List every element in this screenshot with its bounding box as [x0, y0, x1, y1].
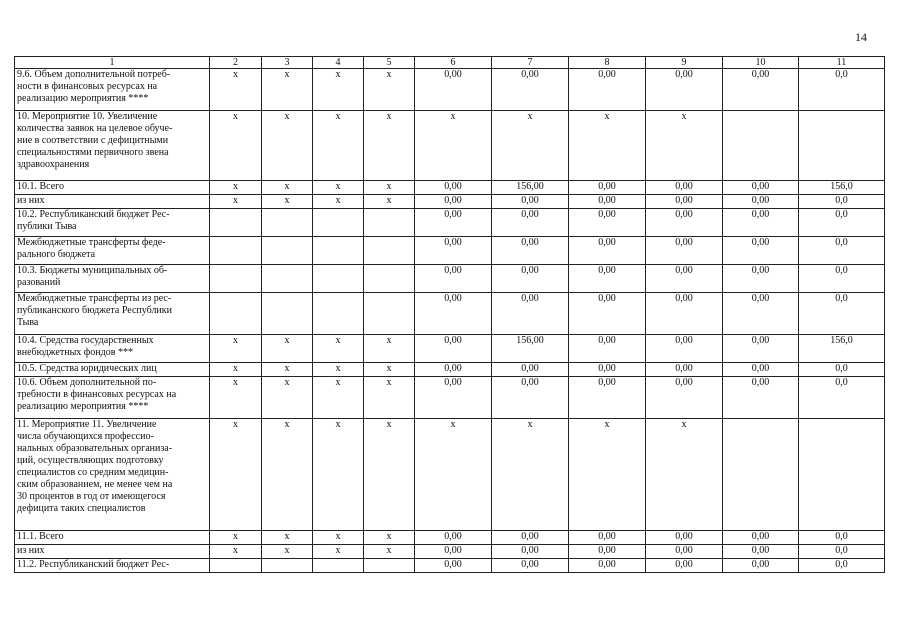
value-cell: x — [492, 111, 569, 181]
value-cell — [313, 265, 364, 293]
value-cell — [364, 209, 415, 237]
value-cell: x — [313, 335, 364, 363]
value-cell: 0,00 — [415, 531, 492, 545]
value-cell: 0,00 — [492, 363, 569, 377]
value-cell: x — [210, 335, 262, 363]
value-cell: 0,0 — [799, 237, 885, 265]
value-cell: 0,0 — [799, 559, 885, 573]
value-cell — [313, 237, 364, 265]
value-cell: x — [262, 181, 313, 195]
value-cell: x — [262, 195, 313, 209]
value-cell: x — [415, 111, 492, 181]
value-cell: 156,00 — [492, 181, 569, 195]
value-cell: 0,00 — [646, 377, 723, 419]
value-cell: x — [262, 545, 313, 559]
value-cell: 0,00 — [646, 69, 723, 111]
value-cell: x — [313, 377, 364, 419]
column-header-10: 10 — [723, 57, 799, 69]
value-cell: 0,00 — [569, 559, 646, 573]
column-header-2: 2 — [210, 57, 262, 69]
table-row — [15, 377, 885, 419]
value-cell — [364, 237, 415, 265]
value-cell: 0,00 — [723, 293, 799, 335]
table-row — [15, 181, 885, 195]
value-cell: 0,00 — [415, 377, 492, 419]
value-cell: 0,00 — [492, 559, 569, 573]
value-cell: x — [313, 363, 364, 377]
value-cell: x — [364, 335, 415, 363]
value-cell: x — [646, 111, 723, 181]
table-row — [15, 419, 885, 531]
table-row — [15, 559, 885, 573]
value-cell — [210, 293, 262, 335]
value-cell: x — [262, 363, 313, 377]
value-cell: x — [210, 545, 262, 559]
value-cell: 0,00 — [415, 181, 492, 195]
value-cell: x — [313, 195, 364, 209]
row-label-cell: из них — [15, 545, 210, 559]
value-cell: x — [210, 181, 262, 195]
value-cell: x — [569, 111, 646, 181]
value-cell — [723, 419, 799, 531]
value-cell: 0,00 — [569, 377, 646, 419]
value-cell: 0,0 — [799, 531, 885, 545]
value-cell: 0,00 — [415, 363, 492, 377]
value-cell: x — [646, 419, 723, 531]
value-cell: x — [262, 69, 313, 111]
value-cell — [210, 209, 262, 237]
value-cell: 0,0 — [799, 265, 885, 293]
value-cell: x — [364, 69, 415, 111]
value-cell: 0,00 — [723, 545, 799, 559]
value-cell: 0,00 — [723, 559, 799, 573]
value-cell: 0,0 — [799, 545, 885, 559]
value-cell: 0,00 — [646, 531, 723, 545]
table-row — [15, 363, 885, 377]
value-cell: x — [313, 111, 364, 181]
table-body — [15, 69, 885, 573]
value-cell: x — [210, 111, 262, 181]
value-cell — [210, 237, 262, 265]
column-header-4: 4 — [313, 57, 364, 69]
table-row — [15, 293, 885, 335]
value-cell: x — [313, 181, 364, 195]
value-cell: 0,00 — [723, 195, 799, 209]
value-cell: 0,00 — [415, 545, 492, 559]
value-cell: x — [492, 419, 569, 531]
value-cell: 0,00 — [646, 545, 723, 559]
value-cell: x — [364, 377, 415, 419]
value-cell — [262, 559, 313, 573]
value-cell: 156,0 — [799, 335, 885, 363]
row-label-cell: 10.2. Республиканский бюджет Рес- публики Тыва — [15, 209, 210, 237]
value-cell: 0,00 — [569, 363, 646, 377]
value-cell: 0,00 — [492, 531, 569, 545]
column-header-1: 1 — [15, 57, 210, 69]
table-row — [15, 531, 885, 545]
value-cell: x — [313, 531, 364, 545]
value-cell: 0,00 — [723, 363, 799, 377]
value-cell: 0,00 — [569, 293, 646, 335]
value-cell: 0,00 — [723, 531, 799, 545]
row-label-cell: 10.4. Средства государственных внебюджетных фондов *** — [15, 335, 210, 363]
value-cell: 0,00 — [569, 195, 646, 209]
row-label-cell: 10.6. Объем дополнительной по- требности в финансовых ресурсах на реализацию мероприятия **** — [15, 377, 210, 419]
value-cell: 0,00 — [415, 559, 492, 573]
table-row — [15, 195, 885, 209]
value-cell: x — [364, 181, 415, 195]
value-cell — [262, 293, 313, 335]
row-label-cell: 9.6. Объем дополнительной потреб- ности в финансовых ресурсах на реализацию мероприятия **** — [15, 69, 210, 111]
row-label-cell: Межбюджетные трансферты феде- рального бюджета — [15, 237, 210, 265]
table-header-row — [15, 57, 885, 69]
row-label-cell: 10. Мероприятие 10. Увеличение количества заявок на целевое обуче- ние в соответствии с дефицитными специальностями первичного звена здравоохранения — [15, 111, 210, 181]
value-cell: 0,00 — [646, 181, 723, 195]
value-cell — [364, 265, 415, 293]
value-cell — [313, 559, 364, 573]
value-cell: 0,00 — [646, 265, 723, 293]
value-cell: 0,00 — [415, 195, 492, 209]
value-cell: 156,00 — [492, 335, 569, 363]
value-cell: 0,00 — [723, 335, 799, 363]
row-label-cell: 10.3. Бюджеты муниципальных об- разований — [15, 265, 210, 293]
value-cell: x — [313, 545, 364, 559]
value-cell: x — [313, 419, 364, 531]
value-cell — [364, 559, 415, 573]
value-cell: x — [364, 545, 415, 559]
value-cell: 0,00 — [569, 531, 646, 545]
value-cell — [313, 209, 364, 237]
value-cell: 0,00 — [569, 265, 646, 293]
value-cell — [262, 237, 313, 265]
value-cell: x — [364, 363, 415, 377]
value-cell: 0,00 — [723, 181, 799, 195]
value-cell: 0,00 — [492, 265, 569, 293]
value-cell — [723, 111, 799, 181]
value-cell: x — [364, 531, 415, 545]
value-cell: 0,0 — [799, 293, 885, 335]
column-header-7: 7 — [492, 57, 569, 69]
value-cell: x — [364, 419, 415, 531]
value-cell: 0,00 — [646, 209, 723, 237]
value-cell: 0,00 — [646, 195, 723, 209]
row-label-cell: Межбюджетные трансферты из рес- публиканского бюджета Республики Тыва — [15, 293, 210, 335]
value-cell: 0,00 — [492, 377, 569, 419]
value-cell: 0,00 — [646, 363, 723, 377]
value-cell: 0,0 — [799, 69, 885, 111]
value-cell: 0,00 — [646, 237, 723, 265]
value-cell: 0,00 — [569, 69, 646, 111]
value-cell: 0,00 — [646, 335, 723, 363]
value-cell: 0,00 — [492, 545, 569, 559]
value-cell — [799, 419, 885, 531]
column-header-9: 9 — [646, 57, 723, 69]
table-row — [15, 237, 885, 265]
value-cell: x — [569, 419, 646, 531]
value-cell: x — [210, 419, 262, 531]
value-cell: 0,00 — [569, 545, 646, 559]
value-cell: 0,00 — [415, 293, 492, 335]
value-cell: x — [262, 111, 313, 181]
column-header-11: 11 — [799, 57, 885, 69]
value-cell: 0,00 — [723, 265, 799, 293]
value-cell: 0,00 — [415, 69, 492, 111]
value-cell — [262, 209, 313, 237]
value-cell: 0,00 — [569, 237, 646, 265]
table-row — [15, 209, 885, 237]
value-cell: 0,00 — [723, 209, 799, 237]
row-label-cell: из них — [15, 195, 210, 209]
value-cell: 0,00 — [415, 265, 492, 293]
row-label-cell: 11. Мероприятие 11. Увеличение числа обучающихся профессио- нальных образовательных организа- ций, осуществляющих подготовку специалистов со средним медицин- ским образованием, не менее чем на 30 процентов в год от имеющегося дефицита таких специалистов — [15, 419, 210, 531]
value-cell: x — [262, 419, 313, 531]
table-row — [15, 111, 885, 181]
value-cell: 0,00 — [415, 209, 492, 237]
value-cell: x — [210, 363, 262, 377]
value-cell: 0,00 — [723, 69, 799, 111]
value-cell: 0,00 — [492, 293, 569, 335]
value-cell: 0,0 — [799, 377, 885, 419]
value-cell — [210, 265, 262, 293]
value-cell: x — [262, 531, 313, 545]
value-cell — [364, 293, 415, 335]
column-header-5: 5 — [364, 57, 415, 69]
value-cell: 0,0 — [799, 363, 885, 377]
value-cell: 0,00 — [415, 237, 492, 265]
column-header-8: 8 — [569, 57, 646, 69]
value-cell: 0,00 — [569, 209, 646, 237]
value-cell: x — [364, 111, 415, 181]
table-row — [15, 69, 885, 111]
value-cell: 0,0 — [799, 195, 885, 209]
value-cell: x — [262, 335, 313, 363]
value-cell: 0,00 — [492, 237, 569, 265]
value-cell: x — [210, 69, 262, 111]
row-label-cell: 10.1. Всего — [15, 181, 210, 195]
value-cell — [262, 265, 313, 293]
value-cell — [313, 293, 364, 335]
page-number: 14 — [855, 30, 867, 44]
column-header-6: 6 — [415, 57, 492, 69]
row-label-cell: 11.1. Всего — [15, 531, 210, 545]
value-cell: x — [210, 531, 262, 545]
value-cell: 0,00 — [492, 195, 569, 209]
value-cell: x — [313, 69, 364, 111]
value-cell: x — [262, 377, 313, 419]
value-cell: 0,00 — [723, 377, 799, 419]
value-cell: 0,00 — [415, 335, 492, 363]
value-cell — [799, 111, 885, 181]
value-cell: 0,00 — [569, 181, 646, 195]
value-cell: x — [210, 377, 262, 419]
value-cell: 0,00 — [569, 335, 646, 363]
value-cell: 0,00 — [646, 559, 723, 573]
value-cell: 0,00 — [646, 293, 723, 335]
value-cell — [210, 559, 262, 573]
column-header-3: 3 — [262, 57, 313, 69]
table-row — [15, 265, 885, 293]
value-cell: x — [415, 419, 492, 531]
row-label-cell: 10.5. Средства юридических лиц — [15, 363, 210, 377]
value-cell: x — [364, 195, 415, 209]
table-row — [15, 335, 885, 363]
value-cell: x — [210, 195, 262, 209]
table-row — [15, 545, 885, 559]
row-label-cell: 11.2. Республиканский бюджет Рес- — [15, 559, 210, 573]
value-cell: 0,0 — [799, 209, 885, 237]
value-cell: 156,0 — [799, 181, 885, 195]
value-cell: 0,00 — [492, 209, 569, 237]
value-cell: 0,00 — [723, 237, 799, 265]
budget-table — [14, 56, 885, 573]
value-cell: 0,00 — [492, 69, 569, 111]
